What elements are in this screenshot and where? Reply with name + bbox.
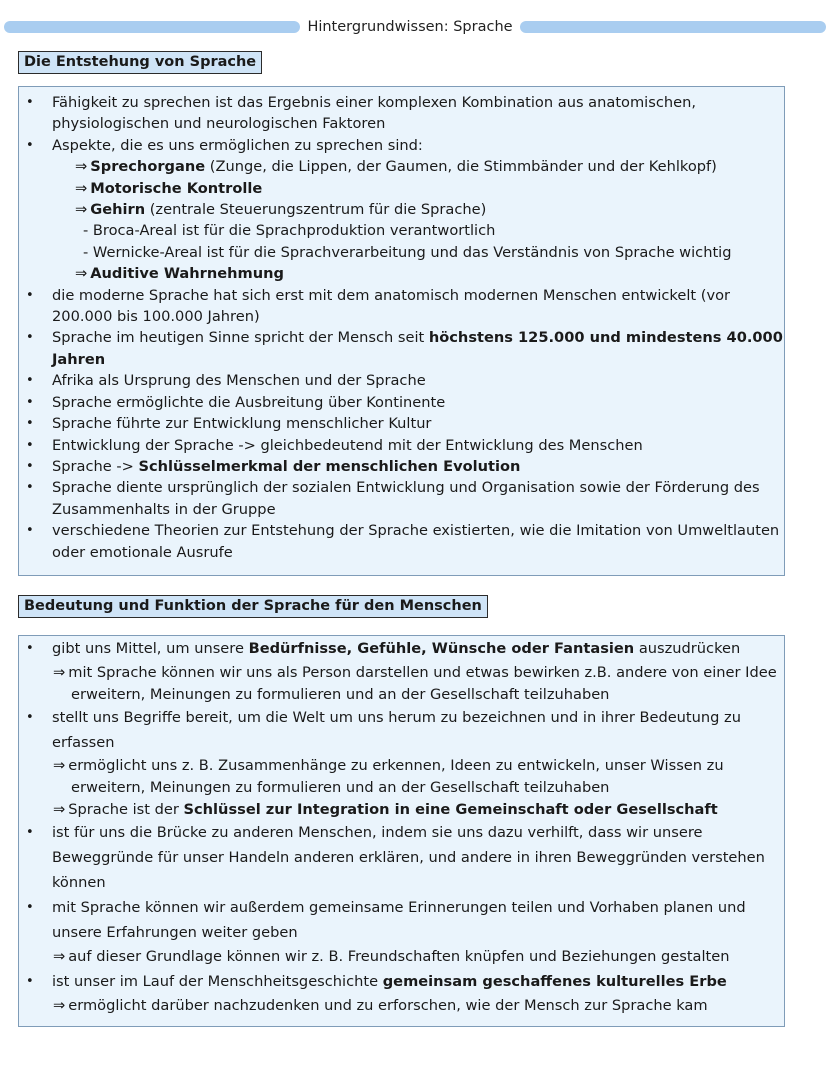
implies-arrow-icon: ⇒ [53, 801, 66, 819]
bullet-icon: • [26, 974, 34, 990]
implies-arrow-icon: ⇒ [75, 201, 88, 219]
list-item: • Sprache im heutigen Sinne spricht der Mensch seit höchstens 125.000 und mindestens 40.000 Jahren [26, 329, 783, 368]
list-item: • Sprache -> Schlüsselmerkmal der menschlichen Evolution [19, 456, 784, 477]
bullet-icon: • [26, 287, 34, 303]
implies-arrow-icon: ⇒ [53, 996, 66, 1014]
section-box-bedeutung [18, 635, 785, 1027]
sub-item: ⇒ Motorische Kontrolle [75, 179, 263, 197]
bullet-list [19, 92, 784, 563]
list-item: • Entwicklung der Sprache -> gleichbedeutend mit der Entwicklung des Menschen [19, 435, 784, 456]
implies-arrow-icon: ⇒ [53, 757, 66, 775]
bullet-icon: • [26, 95, 34, 110]
list-item: • ist für uns die Brücke zu anderen Menschen, indem sie uns dazu verhilft, dass wir unsere Beweggründe für unser Handeln anderen erklären, und andere in ihren Beweggründen verstehen können [19, 821, 784, 895]
sub-item: ⇒ Auditive Wahrnehmung [75, 265, 284, 283]
bullet-icon: • [26, 137, 34, 153]
sub-item: ⇒ mit Sprache können wir uns als Person darstellen und etwas bewirken z.B. andere von einer Idee erweitern, Meinungen zu formulieren und an der Gesellschaft teilzuhaben [53, 663, 777, 703]
bullet-icon: • [26, 523, 34, 539]
bullet-icon: • [26, 394, 34, 410]
dash-item: - Broca-Areal ist für die Sprachproduktion verantwortlich [83, 222, 496, 240]
bullet-icon: • [26, 458, 34, 474]
list-item: • verschiedene Theorien zur Entstehung der Sprache existierten, wie die Imitation von Umweltlauten oder emotionale Ausrufe [26, 522, 780, 561]
bullet-icon: • [26, 480, 34, 496]
bullet-icon: • [26, 709, 34, 725]
implies-arrow-icon: ⇒ [75, 179, 88, 197]
header-bar-right [520, 21, 826, 33]
implies-arrow-icon: ⇒ [53, 948, 66, 966]
list-item: • stellt uns Begriffe bereit, um die Welt um uns herum zu bezeichnen und in ihrer Bedeutung zu erfassen [19, 706, 784, 756]
implies-arrow-icon: ⇒ [53, 663, 66, 681]
list-item: • Fähigkeit zu sprechen ist das Ergebnis einer komplexen Kombination aus anatomischen, physiologischen und neurologischen Faktoren [26, 94, 696, 133]
sub-item: ⇒ Sprechorgane (Zunge, die Lippen, der Gaumen, die Stimmbänder und der Kehlkopf) [75, 158, 717, 176]
list-item: • Sprache ermöglichte die Ausbreitung über Kontinente [19, 392, 784, 413]
list-item: • Aspekte, die es uns ermöglichen zu sprechen sind: [19, 135, 784, 156]
dash-item: - Wernicke-Areal ist für die Sprachverarbeitung und das Verständnis von Sprache wichtig [83, 243, 732, 261]
list-item: • mit Sprache können wir außerdem gemeinsame Erinnerungen teilen und Vorhaben planen und unsere Erfahrungen weiter geben [19, 896, 784, 946]
bullet-icon: • [26, 641, 34, 656]
list-item: • gibt uns Mittel, um unsere Bedürfnisse, Gefühle, Wünsche oder Fantasien auszudrücken [19, 637, 784, 662]
implies-arrow-icon: ⇒ [75, 158, 88, 176]
dash-icon: - [83, 222, 93, 240]
sub-item: ⇒ Sprache ist der Schlüssel zur Integration in eine Gemeinschaft oder Gesellschaft [53, 801, 718, 819]
sub-item: ⇒ ermöglicht uns z. B. Zusammenhänge zu erkennen, Ideen zu entwickeln, unser Wissen zu erweitern, Meinungen zu formulieren und an der Gesellschaft teilzuhaben [53, 757, 724, 797]
header-bar-left [4, 21, 300, 33]
sub-item: ⇒ auf dieser Grundlage können wir z. B. Freundschaften knüpfen und Beziehungen gestalten [53, 948, 730, 966]
section-heading-bedeutung: Bedeutung und Funktion der Sprache für den Menschen [18, 595, 488, 618]
list-item: • Afrika als Ursprung des Menschen und der Sprache [19, 370, 784, 391]
implies-arrow-icon: ⇒ [75, 265, 88, 283]
bullet-icon: • [26, 437, 34, 453]
sub-item: ⇒ Gehirn (zentrale Steuerungszentrum für die Sprache) [75, 201, 487, 219]
list-item: • Sprache diente ursprünglich der sozialen Entwicklung und Organisation sowie der Förderung des Zusammenhalts in der Gruppe [26, 479, 760, 518]
bullet-list [19, 637, 784, 1017]
sub-item: ⇒ ermöglicht darüber nachzudenken und zu erforschen, wie der Mensch zur Sprache kam [53, 996, 708, 1014]
page-header [0, 17, 828, 37]
page-title: Hintergrundwissen: Sprache [307, 19, 513, 35]
section-heading-entstehung: Die Entstehung von Sprache [18, 51, 262, 74]
dash-icon: - [83, 243, 93, 261]
list-item: • die moderne Sprache hat sich erst mit dem anatomisch modernen Menschen entwickelt (vor 200.000 bis 100.000 Jahren) [26, 286, 731, 326]
list-item: • ist unser im Lauf der Menschheitsgeschichte gemeinsam geschaffenes kulturelles Erbe [19, 970, 784, 995]
list-item: • Sprache führte zur Entwicklung menschlicher Kultur [19, 413, 784, 434]
bullet-icon: • [26, 373, 34, 389]
bullet-icon: • [26, 330, 34, 346]
bullet-icon: • [26, 825, 34, 841]
bullet-icon: • [26, 899, 34, 915]
section-box-entstehung [18, 86, 785, 576]
bullet-icon: • [26, 416, 34, 432]
